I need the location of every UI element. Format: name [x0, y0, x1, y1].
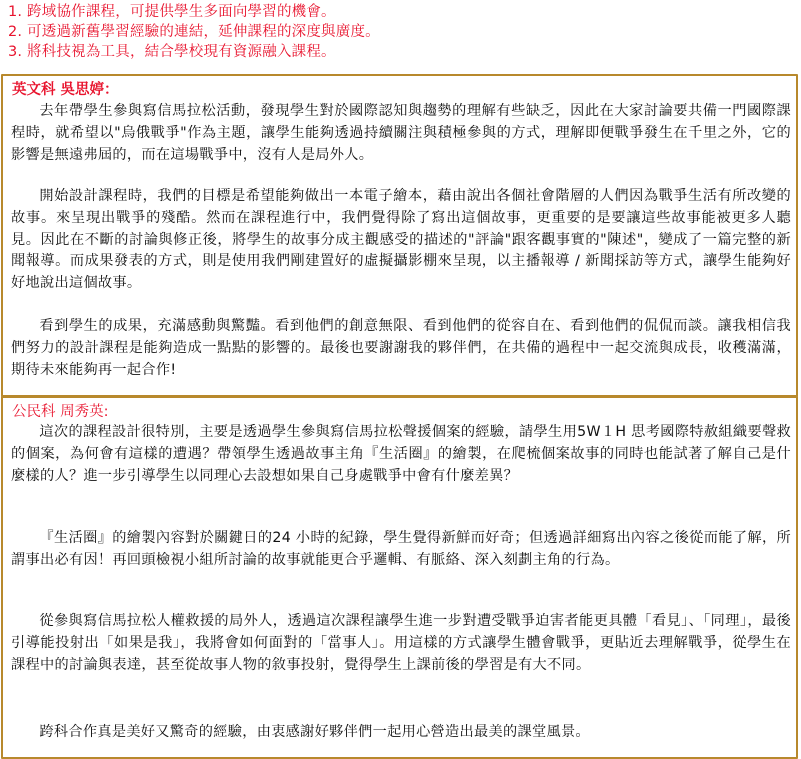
reflection-paragraph: 開始設計課程時，我們的目標是希望能夠做出一本電子繪本，藉由說出各個社會階層的人們因為戰爭生活有所改變的故事。來呈現出戰爭的殘酷。然而在課程進行中，我們覺得除了寫出這個故事，更重要的是要讓這些故事能被更多人聽見。因此在不斷的討論與修正後，將學生的故事分成主觀感受的描述的"評論"跟客觀事實的"陳述"，變成了一篇完整的新聞報導。而成果發表的方式，則是使用我們剛建置好的虛擬攝影棚來呈現，以主播報導 / 新聞採訪等方式，讓學生能夠好好地說出這個故事。: [11, 188, 791, 292]
benefit-item: 1. 跨域協作課程，可提供學生多面向學習的機會。: [8, 4, 336, 20]
reflection-paragraph: 看到學生的成果，充滿感動與驚豔。看到他們的創意無限、看到他們的從容自在、看到他們的侃侃而談。讓我相信我們努力的設計課程是能夠造成一點點的影響的。最後也要謝謝我的夥伴們，在共備的過程中一起交流與成長，收穫滿滿，期待未來能夠再一起合作!: [11, 318, 791, 378]
civics-teacher-reflection-box: [1, 396, 798, 759]
reflection-paragraph: 從參與寫信馬拉松人權救援的局外人，透過這次課程讓學生進一步對遭受戰爭迫害者能更具體「看見」、「同理」，最後引導能投射出「如果是我」，我將會如何面對的「當事人」。用這樣的方式讓學生體會戰爭，更貼近去理解戰爭，從學生在課程中的討論與表達，甚至從故事人物的敘事投射，覺得學生上課前後的學習是有大不同。: [11, 613, 791, 673]
reflection-paragraph: 去年帶學生參與寫信馬拉松活動，發現學生對於國際認知與趨勢的理解有些缺乏，因此在大家討論要共備一門國際課程時，就希望以"烏俄戰爭"作為主題，讓學生能夠透過持續關注與積極參與的方式，理解即便戰爭發生在千里之外，它的影響是無遠弗屆的，而在這場戰爭中，沒有人是局外人。: [11, 103, 791, 163]
benefits-list: [8, 2, 793, 62]
english-teacher-heading: 英文科 吳思婷：: [12, 82, 119, 98]
reflection-paragraph: 這次的課程設計很特別，主要是透過學生參與寫信馬拉松聲援個案的經驗，請學生用5W１H 思考國際特赦組織要聲救的個案，為何會有這樣的遭遇？帶領學生透過故事主角『生活圈』的繪製，在爬梳個案故事的同時也能試著了解自己是什麼樣的人？進一步引導學生以同理心去設想如果自己身處戰爭中會有什麼差異？: [11, 424, 791, 484]
benefit-item: 2. 可透過新舊學習經驗的連結，延伸課程的深度與廣度。: [8, 24, 380, 40]
english-teacher-reflection-box: [1, 74, 798, 397]
reflection-paragraph: 『生活圈』的繪製內容對於關鍵日的24 小時的紀錄，學生覺得新鮮而好奇；但透過詳細寫出內容之後從而能了解，所謂事出必有因！再回頭檢視小組所討論的故事就能更合乎邏輯、有脈絡、深入刻劃主角的行為。: [11, 530, 791, 568]
benefit-item: 3. 將科技視為工具，結合學校現有資源融入課程。: [8, 44, 336, 60]
civics-teacher-heading: 公民科 周秀英:: [12, 404, 109, 420]
reflection-paragraph: 跨科合作真是美好又驚奇的經驗，由衷感謝好夥伴們一起用心營造出最美的課堂風景。: [39, 724, 590, 740]
